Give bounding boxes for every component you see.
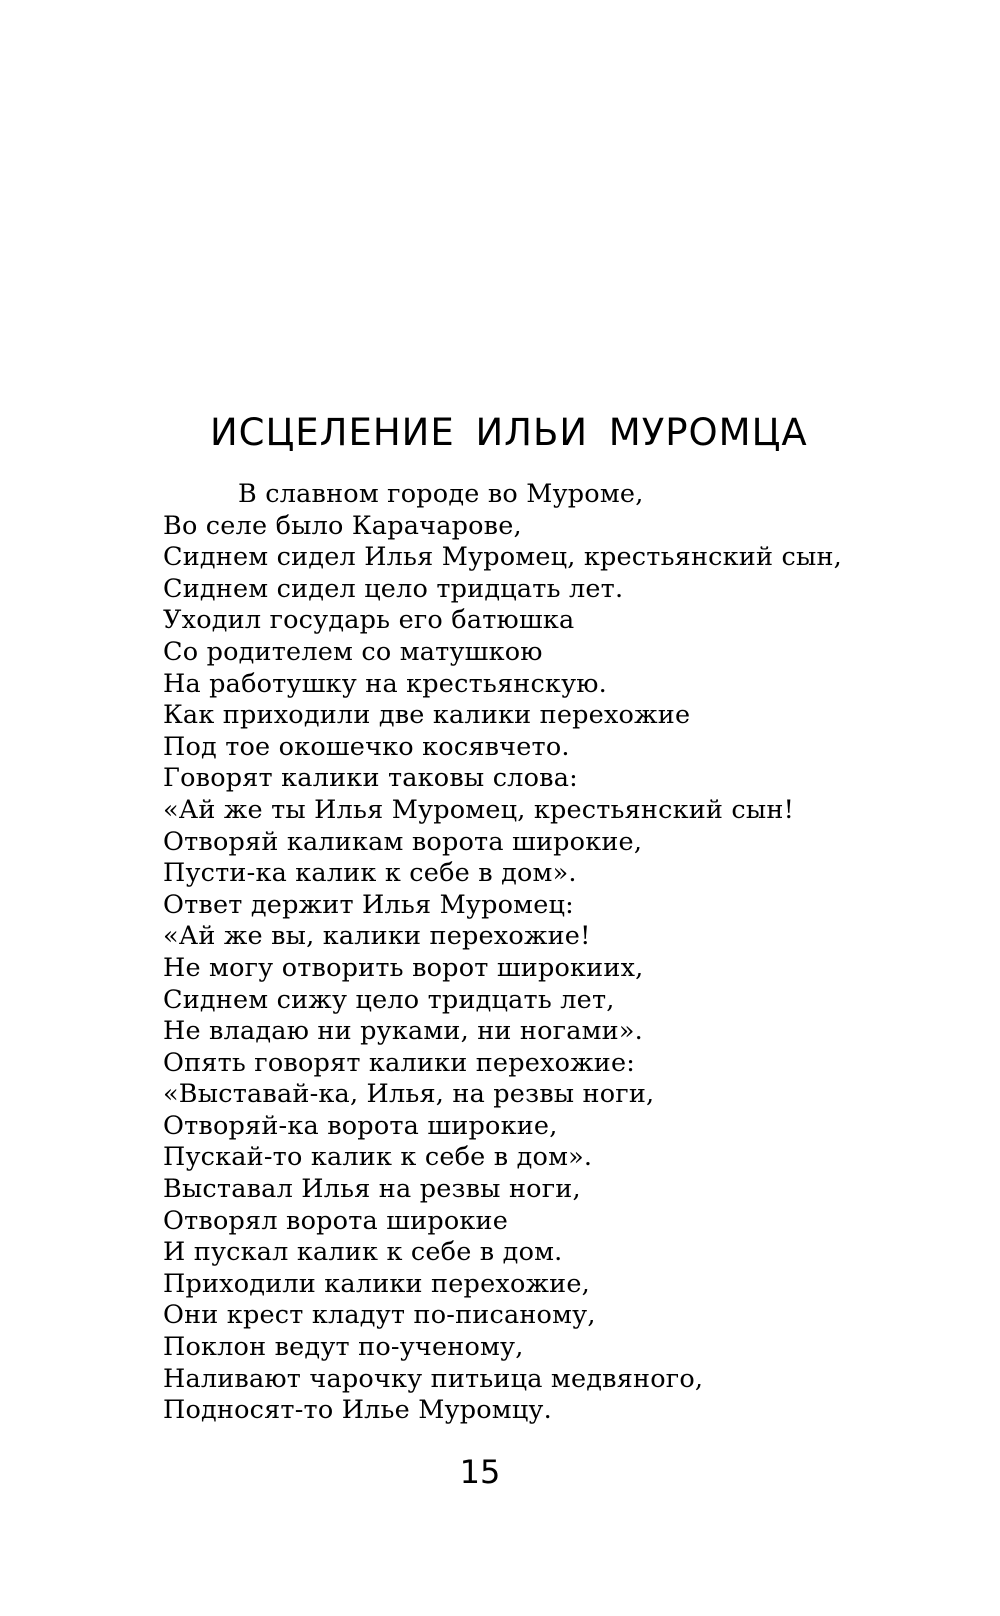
page-number [0, 1453, 1000, 1491]
poem-line: Как приходили две калики перехожие [163, 700, 691, 731]
poem-line: Сиднем сижу цело тридцать лет, [163, 984, 615, 1015]
poem-line: И пускал калик к себе в дом. [163, 1237, 563, 1268]
poem-line: Не владаю ни руками, ни ногами». [163, 1016, 643, 1047]
poem-line: «Выставай-ка, Илья, на резвы ноги, [163, 1079, 655, 1110]
poem-line: Наливают чарочку питьица медвяного, [163, 1363, 704, 1394]
poem-line: Отворял ворота широкие [163, 1205, 509, 1236]
poem-line: Пускай-то калик к себе в дом». [163, 1142, 593, 1173]
poem-line: Подносят-то Илье Муромцу. [163, 1395, 552, 1426]
poem-line: Они крест кладут по-писаному, [163, 1300, 596, 1331]
poem-line: Отворяй каликам ворота широкие, [163, 826, 643, 857]
poem-text [163, 479, 983, 1427]
poem-line: Отворяй-ка ворота широкие, [163, 1110, 558, 1141]
poem-line: Сиднем сидел цело тридцать лет. [163, 573, 624, 604]
poem-line: Под тое окошечко косявчето. [163, 731, 570, 762]
poem-line: Со родителем со матушкою [163, 636, 543, 667]
poem-line: В славном городе во Муроме, [238, 479, 644, 509]
poem-line: Уходил государь его батюшка [163, 605, 575, 636]
poem-line: Выставал Илья на резвы ноги, [163, 1174, 581, 1205]
poem-line: Говорят калики таковы слова: [163, 763, 578, 794]
poem-line: Приходили калики перехожие, [163, 1268, 590, 1299]
poem-line: Опять говорят калики перехожие: [163, 1047, 636, 1078]
poem-line: «Ай же ты Илья Муромец, крестьянский сын! [163, 794, 795, 825]
poem-line: Ответ держит Илья Муромец: [163, 889, 574, 920]
poem-line: На работушку на крестьянскую. [163, 668, 607, 699]
poem-line: Не могу отворить ворот широкиих, [163, 952, 644, 983]
poem-line: Пусти-ка калик к себе в дом». [163, 858, 577, 889]
poem-line: Сиднем сидел Илья Муромец, крестьянский сын, [163, 542, 842, 573]
poem-line: «Ай же вы, калики перехожие! [163, 921, 591, 952]
page-number-label: 15 [459, 1453, 501, 1491]
poem-line: Во селе было Карачарове, [163, 510, 522, 541]
chapter-title: ИСЦЕЛЕНИЕ ИЛЬИ МУРОМЦА [210, 411, 808, 454]
poem-line: Поклон ведут по-ученому, [163, 1332, 524, 1363]
